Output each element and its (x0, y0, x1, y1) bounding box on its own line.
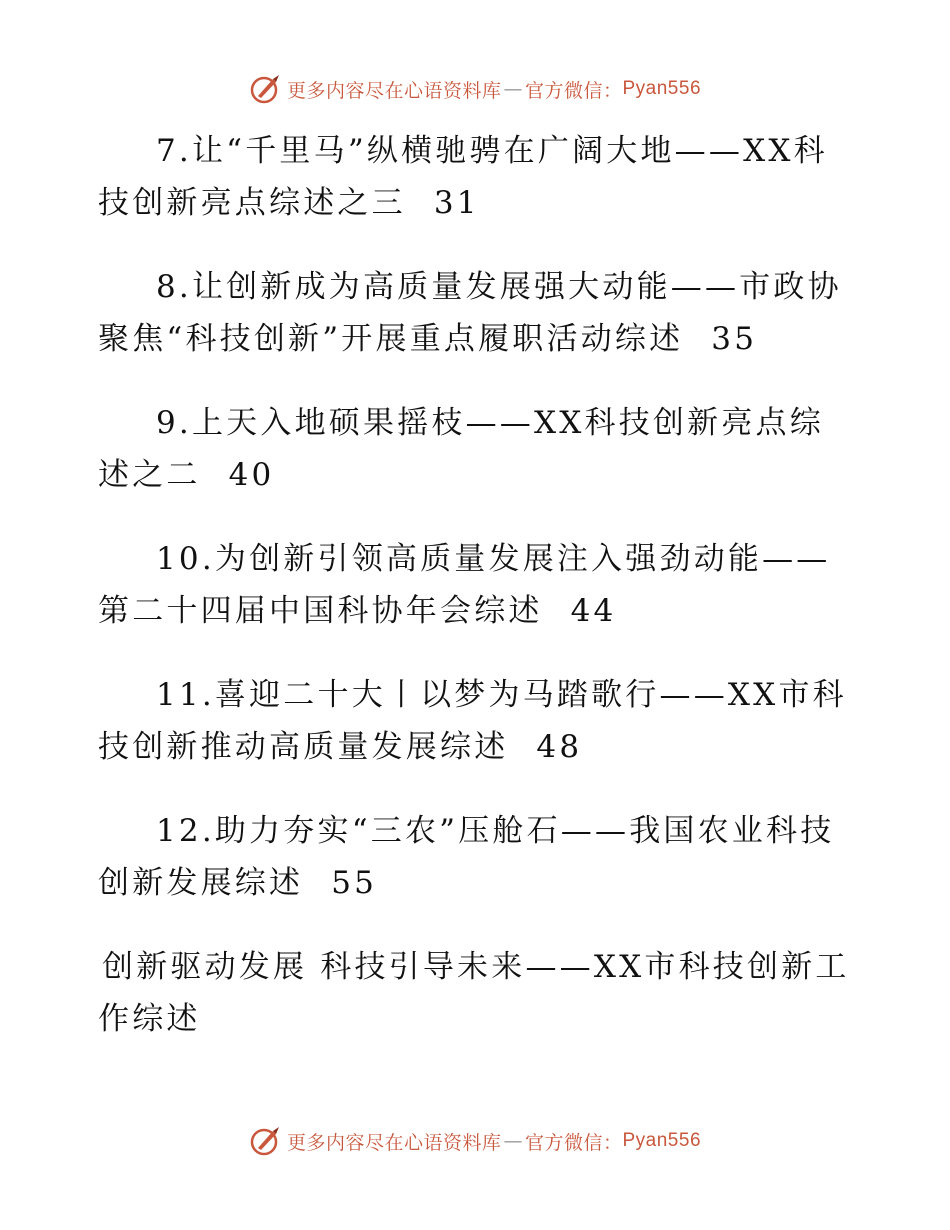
toc-page-number: 48 (536, 729, 583, 765)
toc-page-number: 35 (711, 321, 758, 357)
toc-entry-title: 9.上天入地硕果摇枝——XX科技创新亮点综述之二 (98, 405, 824, 493)
watermark-header (0, 72, 950, 106)
toc-entry-title: 12.助力夯实“三农”压舱石——我国农业科技创新发展综述 (98, 813, 835, 901)
document-title (98, 941, 858, 1045)
watermark-brand: 更多内容尽在心语资料库 (286, 79, 502, 102)
toc-entry-10 (98, 533, 858, 637)
watermark-official-label: 官方微信： (524, 79, 623, 102)
toc-page-number: 40 (228, 457, 275, 493)
toc-entry-8 (98, 261, 858, 365)
toc-entry-title: 11.喜迎二十大丨以梦为马踏歌行——XX市科技创新推动高质量发展综述 (98, 677, 847, 765)
toc-page-number: 44 (570, 593, 617, 629)
quill-logo-icon (249, 72, 283, 106)
toc-entry-title: 10.为创新引领高质量发展注入强劲动能——第二十四届中国科协年会综述 (98, 541, 831, 629)
watermark-wechat-id: Pyan556 (622, 1130, 702, 1151)
toc-page-number: 55 (331, 865, 378, 901)
quill-logo-icon (249, 1124, 283, 1158)
document-title-text: 创新驱动发展 科技引导未来——XX市科技创新工作综述 (98, 949, 850, 1037)
toc-page-number: 31 (433, 185, 480, 221)
toc-entry-title: 7.让“千里马”纵横驰骋在广阔大地——XX科技创新亮点综述之三 (98, 133, 828, 221)
watermark-brand: 更多内容尽在心语资料库 (286, 1131, 502, 1154)
toc-entry-9 (98, 397, 858, 501)
toc-entry-7 (98, 125, 858, 229)
watermark-footer (0, 1124, 950, 1158)
watermark-wechat-id: Pyan556 (622, 78, 702, 99)
watermark-official-label: 官方微信： (524, 1131, 623, 1154)
toc-entry-12 (98, 805, 858, 909)
toc-entry-11 (98, 669, 858, 773)
watermark-separator: — (503, 78, 523, 100)
watermark-separator: — (503, 1130, 523, 1152)
toc-entry-title: 8.让创新成为高质量发展强大动能——市政协聚焦“科技创新”开展重点履职活动综述 (98, 269, 842, 357)
toc-list (98, 125, 858, 1077)
